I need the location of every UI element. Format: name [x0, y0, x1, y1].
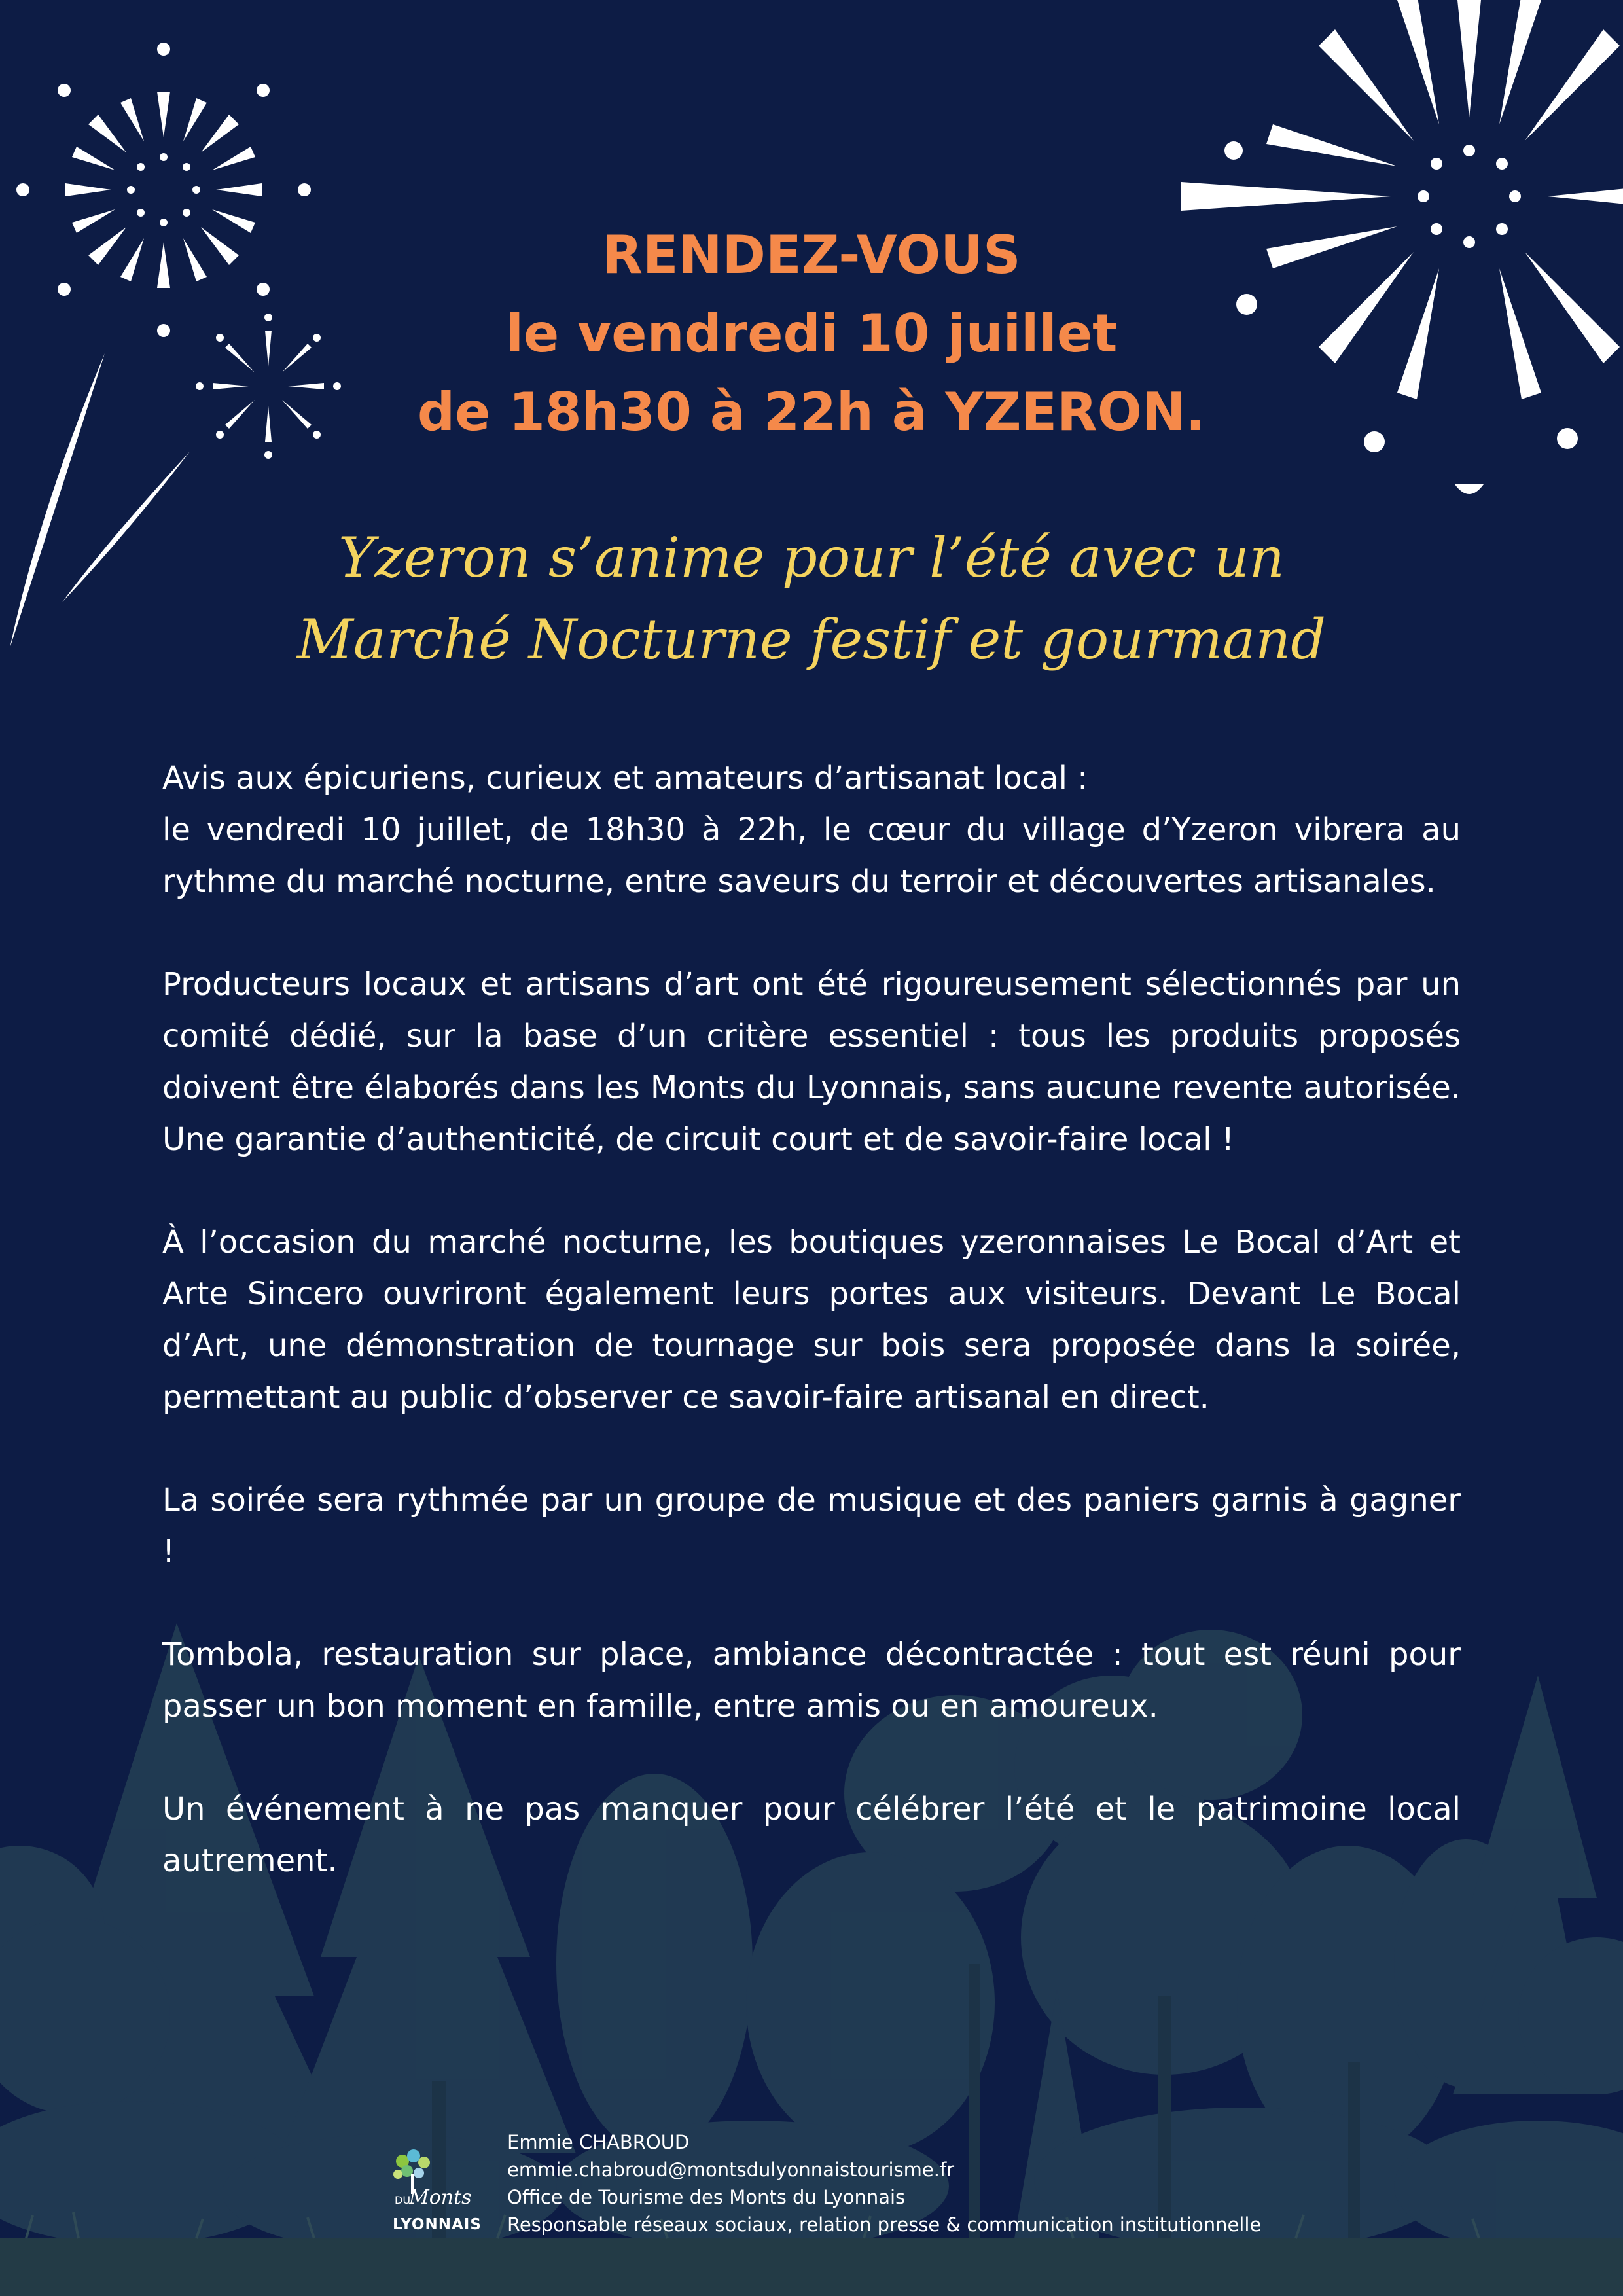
contact-details	[507, 2128, 1261, 2238]
intro-first-line: Avis aux épicuriens, curieux et amateurs d’artisanat local :	[162, 760, 1088, 797]
monts-du-lyonnais-logo	[383, 2148, 481, 2246]
logo-word-lyonnais: LYONNAIS	[393, 2216, 482, 2233]
paragraph-music: La soirée sera rythmée par un groupe de musique et des paniers garnis à gagner !	[162, 1482, 1461, 1570]
logo-word-du: DU	[395, 2194, 411, 2206]
headline-line-1: RENDEZ-VOUS	[602, 224, 1021, 285]
contact-organization: Office de Tourisme des Monts du Lyonnais	[507, 2186, 906, 2208]
paragraph-tombola: Tombola, restauration sur place, ambiance décontractée : tout est réuni pour passer un bon moment en famille, entre amis ou en amoureux.	[162, 1636, 1461, 1725]
event-subtitle	[0, 517, 1623, 681]
paragraph-boutiques: À l’occasion du marché nocturne, les boutiques yzeronnaises Le Bocal d’Art et Arte Sincero ouvriront également leurs portes aux visiteurs. Devant Le Bocal d’Art, une démonstration de tournage sur bois sera proposée dans la soirée, permettant au public d’observer ce savoir-faire artisanal en direct.	[162, 1224, 1461, 1416]
logo-word-monts: Monts	[409, 2186, 472, 2209]
intro-rest: le vendredi 10 juillet, de 18h30 à 22h, le cœur du village d’Yzeron vibrera au rythme du marché nocturne, entre saveurs du terroir et découvertes artisanales.	[162, 812, 1461, 900]
contact-email[interactable]: emmie.chabroud@montsdulyonnaistourisme.fr	[507, 2159, 955, 2181]
headline-line-3: de 18h30 à 22h à YZERON.	[417, 382, 1206, 442]
event-description	[162, 753, 1461, 1938]
subtitle-line-2: Marché Nocturne festif et gourmand	[296, 607, 1327, 672]
contact-role: Responsable réseaux sociaux, relation presse & communication institutionnelle	[507, 2214, 1262, 2236]
event-headline	[0, 216, 1623, 452]
subtitle-line-1: Yzeron s’anime pour l’été avec un	[338, 526, 1285, 590]
paragraph-closing: Un événement à ne pas manquer pour célébrer l’été et le patrimoine local autrement.	[162, 1791, 1461, 1879]
contact-footer	[383, 2128, 1364, 2246]
headline-line-2: le vendredi 10 juillet	[505, 303, 1118, 364]
paragraph-intro	[162, 753, 1461, 908]
contact-name: Emmie CHABROUD	[507, 2131, 690, 2153]
paragraph-producers: Producteurs locaux et artisans d’art ont été rigoureusement sélectionnés par un comité dédié, sur la base d’un critère essentiel : tous les produits proposés doivent être élaborés dans les Monts du Lyonnais, sans aucune revente autorisée. Une garantie d’authenticité, de circuit court et de savoir-faire local !	[162, 966, 1461, 1158]
